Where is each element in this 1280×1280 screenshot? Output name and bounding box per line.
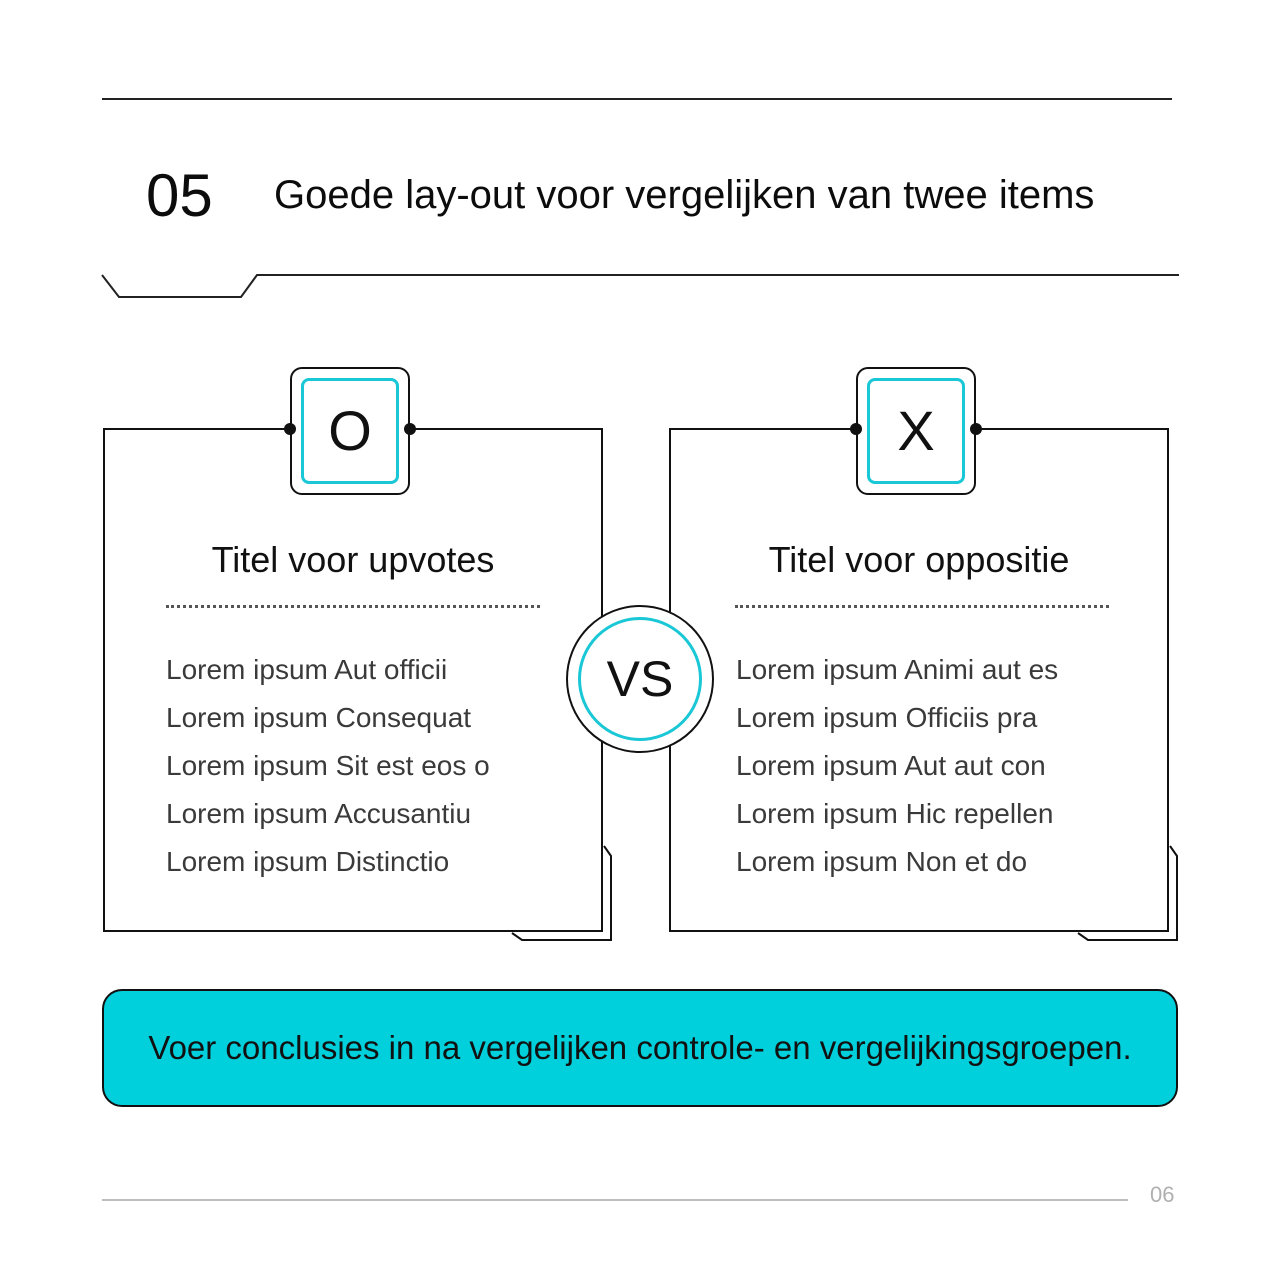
page-title: Goede lay-out voor vergelijken van twee items bbox=[274, 173, 1095, 217]
page-number: 06 bbox=[1150, 1182, 1175, 1207]
list-item: Lorem ipsum Distinctio bbox=[166, 846, 450, 877]
badge-connector-dot bbox=[850, 423, 862, 435]
list-item: Lorem ipsum Animi aut es bbox=[736, 654, 1059, 685]
versus-badge bbox=[566, 605, 714, 753]
list-item: Lorem ipsum Accusantiu bbox=[166, 798, 472, 829]
dotted-divider bbox=[735, 605, 1109, 608]
badge-connector-dot bbox=[284, 423, 296, 435]
badge-connector-dot bbox=[404, 423, 416, 435]
header-tab-divider bbox=[0, 0, 1280, 320]
upvote-list bbox=[166, 646, 490, 886]
upvote-badge bbox=[290, 367, 410, 495]
conclusion-banner: Voer conclusies in na vergelijken controle- en vergelijkingsgroepen. bbox=[102, 989, 1178, 1107]
card-title-upvotes: Titel voor upvotes bbox=[211, 539, 495, 580]
card-title-opposition: Titel voor oppositie bbox=[768, 539, 1070, 580]
list-item: Lorem ipsum Hic repellen bbox=[736, 798, 1054, 829]
list-item: Lorem ipsum Officiis pra bbox=[736, 702, 1038, 733]
o-symbol-icon: O bbox=[301, 378, 399, 484]
list-item: Lorem ipsum Non et do bbox=[736, 846, 1028, 877]
opposition-list bbox=[736, 646, 1058, 886]
opposition-badge bbox=[856, 367, 976, 495]
x-symbol-icon: X bbox=[867, 378, 965, 484]
list-item: Lorem ipsum Aut aut con bbox=[736, 750, 1046, 781]
section-number: 05 bbox=[146, 162, 213, 229]
list-item: Lorem ipsum Aut officii bbox=[166, 654, 448, 685]
list-item: Lorem ipsum Consequat bbox=[166, 702, 472, 733]
list-item: Lorem ipsum Sit est eos o bbox=[166, 750, 490, 781]
footer-divider bbox=[102, 1199, 1128, 1201]
versus-label: VS bbox=[578, 617, 702, 741]
badge-connector-dot bbox=[970, 423, 982, 435]
dotted-divider bbox=[166, 605, 540, 608]
